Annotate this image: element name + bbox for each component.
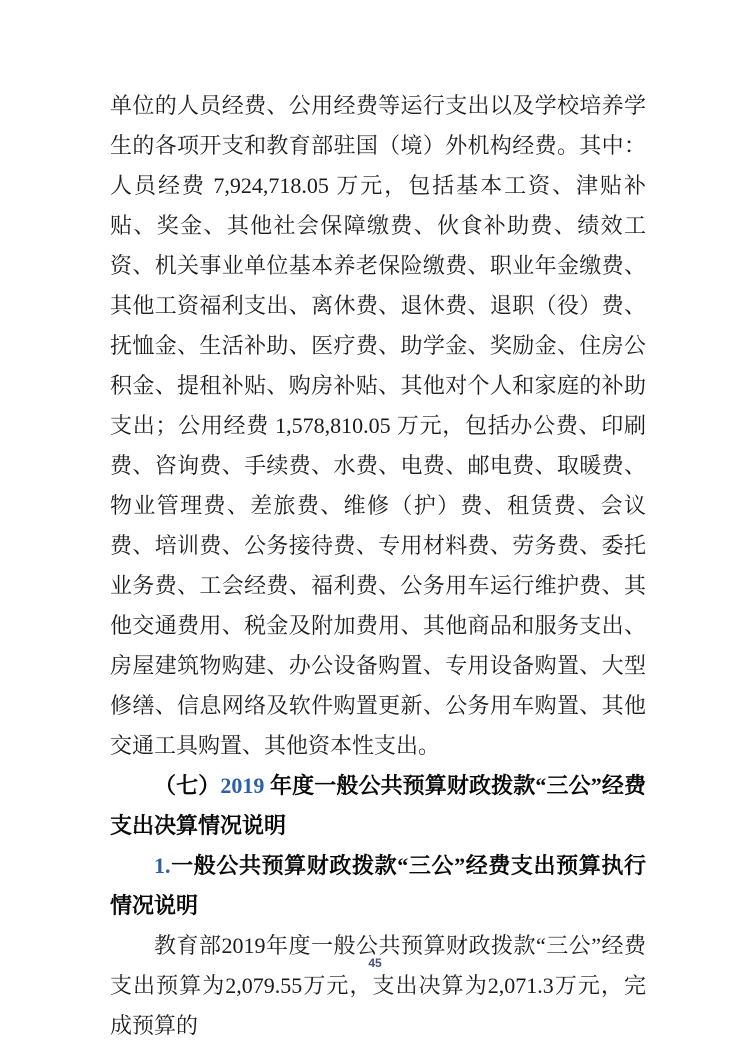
heading-section-7-year: 2019 — [220, 773, 265, 798]
page-text-block — [110, 86, 646, 1046]
heading-section-7-rest: 年度一般公共预算财政拨款“三公”经费支出决算情况说明 — [110, 773, 646, 838]
page-number: 45 — [368, 956, 382, 970]
heading-subsection-1 — [110, 846, 646, 926]
paragraph-unit-expenses: 单位的人员经费、公用经费等运行支出以及学校培养学生的各项开支和教育部驻国（境）外机构经费。其中：人员经费 7,924,718.05 万元，包括基本工资、津贴补贴、奖金、其他社会保障缴费、伙食补助费、绩效工资、机关事业单位基本养老保险缴费、职业年金缴费、其他工资福利支出、离休费、退休费、退职（役）费、抚恤金、生活补助、医疗费、助学金、奖励金、住房公积金、提租补贴、购房补贴、其他对个人和家庭的补助支出；公用经费 1,578,810.05 万元，包括办公费、印刷费、咨询费、手续费、水费、电费、邮电费、取暖费、物业管理费、差旅费、维修（护）费、租赁费、会议费、培训费、公务接待费、专用材料费、劳务费、委托业务费、工会经费、福利费、公务用车运行维护费、其他交通费用、税金及附加费用、其他商品和服务支出、房屋建筑物购建、办公设备购置、专用设备购置、大型修缮、信息网络及软件购置更新、公务用车购置、其他交通工具购置、其他资本性支出。 — [110, 93, 646, 758]
heading-section-7-prefix: （七） — [154, 773, 221, 798]
paragraph-sangong-budget: 教育部2019年度一般公共预算财政拨款“三公”经费支出预算为2,079.55万元，支出决算为2,071.3万元，完成预算的 — [110, 933, 646, 1038]
heading-section-7 — [110, 766, 646, 846]
heading-subsection-1-number: 1. — [154, 853, 171, 878]
heading-subsection-1-rest: 一般公共预算财政拨款“三公”经费支出预算执行情况说明 — [110, 853, 646, 918]
